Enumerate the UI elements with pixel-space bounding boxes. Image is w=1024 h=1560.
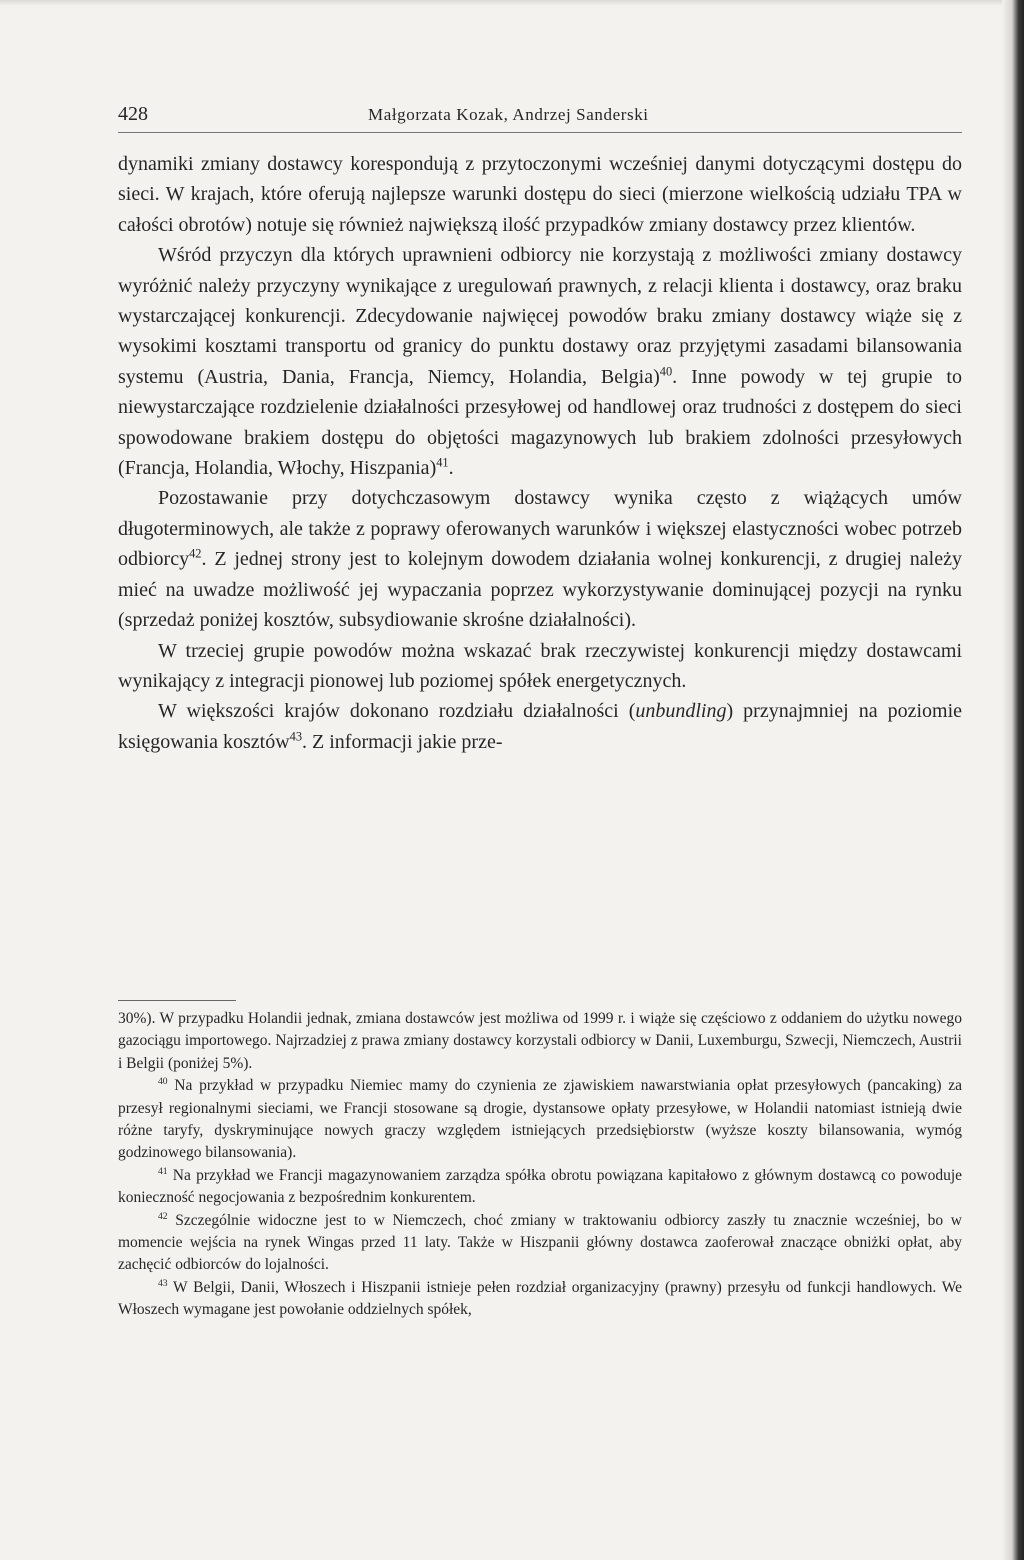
- footnote-reference[interactable]: 43: [289, 729, 303, 744]
- footnote-text: Na przykład w przypadku Niemiec mamy do czynienia ze zjawiskiem nawarstwiania opłat przesyłowych (pancaking) za przesył regionalnymi sieciami, we Francji stosowane są drogie, dystansowe opłaty przesyłowe, w Holandii natomiast istnieją dwie różne taryfy, dyskryminujące nowych graczy względem istniejących przedsiębiorstw (wyższe koszty bilansowania, wymóg godzinowego bilansowania).: [118, 1077, 962, 1162]
- paragraph: [118, 149, 962, 240]
- paragraph: [118, 240, 962, 483]
- footnote-40: [118, 1075, 962, 1165]
- paragraph-text: . Z jednej strony jest to kolejnym dowodem działania wolnej konkurencji, z drugiej należy mieć na uwadze możliwość jej wypaczania poprzez wykorzystywanie dominującej pozycji na rynku (sprzedaż poniżej kosztów, subsydiowanie skrośne działalności).: [118, 548, 962, 632]
- paragraph-text: Pozostawanie przy dotychczasowym dostawcy wynika często z wiążących umów długoterminowych, ale także z poprawy oferowanych warunków i większej elastyczności wobec potrzeb odbiorcy: [118, 487, 962, 571]
- footnote-text: W Belgii, Danii, Włoszech i Hiszpanii istnieje pełen rozdział organizacyjny (prawny) przesyłu od funkcji handlowych. We Włoszech wymagane jest powołanie oddzielnych spółek,: [118, 1278, 962, 1319]
- footnote-number: 43: [158, 1277, 168, 1289]
- page-top-shadow: [0, 0, 1024, 6]
- page-number: 428: [118, 103, 148, 125]
- footnote-43: [118, 1277, 962, 1322]
- paragraph-text: W trzeciej grupie powodów można wskazać brak rzeczywistej konkurencji między dostawcami wynikający z integracji pionowej lub poziomej spółek energetycznych.: [118, 639, 962, 692]
- italic-term: unbundling: [635, 700, 727, 723]
- footnote-reference[interactable]: 40: [659, 364, 673, 379]
- footnote-41: [118, 1165, 962, 1210]
- footnotes: [118, 1008, 962, 1322]
- paragraph-text: ) przynajmniej na poziomie księgowania kosztów: [118, 700, 963, 753]
- paragraph-text: . Inne powody w tej grupie to niewystarczające rozdzielenie działalności przesyłowej od handlowej oraz trudności z dostępem do sieci spowodowane brakiem dostępu do objętości magazynowych lub brakiem zdolności przesyłowych (Francja, Holandia, Włochy, Hiszpania): [118, 365, 962, 480]
- footnote-number: 41: [158, 1165, 168, 1177]
- footnote-separator: [118, 1000, 236, 1001]
- footnote-text: Szczególnie widoczne jest to w Niemczech, choć zmiany w traktowaniu odbiorcy zaszły tu znacznie wcześniej, bo w momencie wejścia na rynek Wingas przed 11 laty. Także w Hiszpanii główny dostawca zaoferował znaczące obniżki opłat, aby zachęcić odbiorców do lojalności.: [118, 1211, 962, 1274]
- footnote-reference[interactable]: 42: [189, 546, 202, 561]
- footnote-number: 42: [158, 1210, 168, 1222]
- page-binding-edge: [1002, 0, 1024, 1560]
- footnote-42: [118, 1210, 962, 1277]
- paragraph-text: W większości krajów dokonano rozdziału działalności (: [158, 700, 636, 723]
- paragraph: [118, 696, 962, 757]
- footnote-continuation: 30%). W przypadku Holandii jednak, zmiana dostawców jest możliwa od 1999 r. i wiąże się częściowo z oddaniem do użytku nowego gazociągu importowego. Najrzadziej z prawa zmiany dostawcy korzystali odbiorcy w Danii, Luxemburgu, Szwecji, Niemczech, Austrii i Belgii (poniżej 5%).: [118, 1010, 962, 1072]
- main-text: [118, 149, 962, 757]
- footnote-text: Na przykład we Francji magazynowaniem zarządza spółka obrotu powiązana kapitałowo z głównym dostawcą co powoduje konieczność negocjowania z bezpośrednim konkurentem.: [118, 1166, 962, 1207]
- footnote-reference[interactable]: 41: [436, 455, 449, 470]
- paragraph: [118, 636, 962, 697]
- paragraph: [118, 483, 962, 635]
- running-head-authors: Małgorzata Kozak, Andrzej Sanderski: [368, 105, 649, 124]
- paragraph-text: . Z informacji jakie prze-: [302, 730, 503, 753]
- paragraph-text: dynamiki zmiany dostawcy korespondują z przytoczonymi wcześniej danymi dotyczącymi dostępu do sieci. W krajach, które oferują najlepsze warunki dostępu do sieci (mierzone wielkością udziału TPA w całości obrotów) notuje się również największą ilość przypadków zmiany dostawcy przez klientów.: [118, 153, 962, 236]
- footnote-number: 40: [158, 1076, 168, 1088]
- paragraph-text: Wśród przyczyn dla których uprawnieni odbiorcy nie korzystają z możliwości zmiany dostawcy wyróżnić należy przyczyny wynikające z uregulowań prawnych, z relacji klienta i dostawcy, oraz braku wystarczającej konkurencji. Zdecydowanie najwięcej powodów braku zmiany dostawcy wiąże się z wysokimi kosztami transportu od granicy do punktu dostawy oraz przyjętymi zasadami bilansowania systemu (Austria, Dania, Francja, Niemcy, Holandia, Belgia): [118, 244, 962, 388]
- paragraph-text: .: [448, 457, 454, 480]
- page-header: [118, 100, 962, 133]
